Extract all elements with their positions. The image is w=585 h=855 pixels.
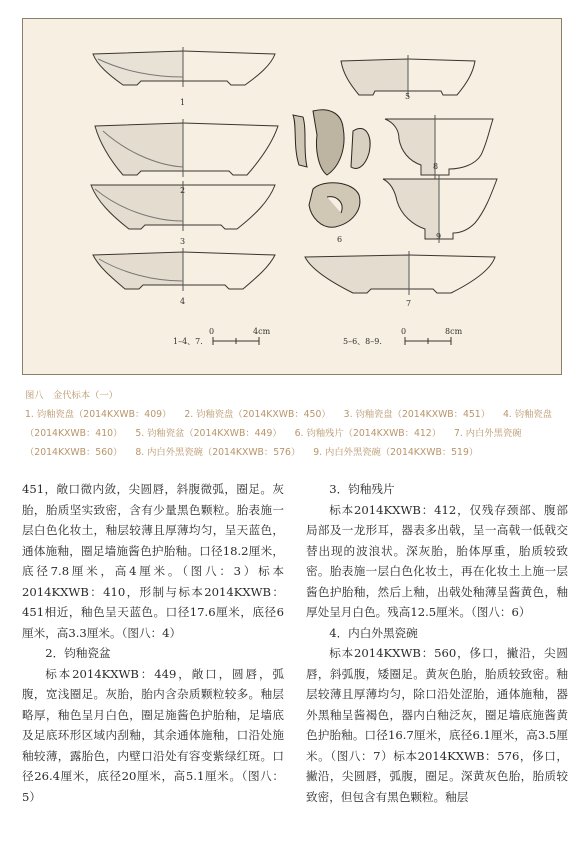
text-column-left [22,479,284,807]
figure-label-4: 4 [180,297,186,306]
figure-caption [25,386,565,462]
figure-drawings [23,19,563,376]
caption-item-7: 7. 内白外黑瓷碗（2014KXWB：560） [25,428,522,458]
caption-item-2: 2. 钧釉瓷盘（2014KXWB：450） [184,409,331,420]
caption-item-1: 1. 钧釉瓷盘（2014KXWB：409） [25,409,172,420]
vessel-drawing-1 [93,47,275,87]
figure-label-2: 2 [180,186,186,195]
section-heading-4: 4．内白外黑瓷碗 [329,625,418,640]
scale-right-zero: 0 [401,327,407,336]
figure-label-1: 1 [180,98,186,107]
section-heading-2: 2．钧釉瓷盆 [45,646,111,660]
scale-left-unit: 4cm [253,327,271,336]
paragraph-right-3: 标本2014KXWB：412，仅残存颈部、腹部局部及一龙形耳，器表多出戟，呈一高戟一低戟交替出现的波浪状。深灰胎，胎体厚重，胎质较致密。胎表施一层白色化妆土，再在化妆土上施一层酱色护胎釉，然后上釉，出戟处釉薄呈酱黄色，釉厚处呈月白色。残高12.5厘米。（图八：6） [306,502,568,619]
caption-item-5: 5. 钧釉瓷盆（2014KXWB：449） [135,428,282,439]
vessel-drawing-7 [305,251,495,295]
figure-label-6: 6 [337,235,343,244]
scale-right-unit: 8cm [445,327,463,336]
section-heading-3: 3．钧釉残片 [329,482,395,496]
vessel-drawing-2 [95,119,278,177]
figure-label-9: 9 [436,232,442,241]
scale-right-caption: 5–6、8–9. [343,337,382,346]
figure-caption-items [25,405,565,462]
paragraph-left-1: 451，敞口微内敛，尖圆唇，斜腹微弧，圈足。灰胎，胎质坚实致密，含有少量黑色颗粒。胎表施一层白色化妆土，釉层较薄且厚薄均匀，呈天蓝色，通体施釉，圈足墙施酱色护胎釉。口径18.2厘米，底径7.8厘米，高4厘米。（图八：3）标本2014KXWB：410，形制与标本2014KXWB：451相近，釉色呈天蓝色。口径17.6厘米，底径6厘米，高3.3厘米。（图八：4） [22,482,284,640]
vessel-drawing-4 [93,248,275,291]
figure-label-7: 7 [406,299,412,308]
caption-item-8: 8. 内白外黑瓷碗（2014KXWB：576） [135,447,301,458]
figure-plate [22,18,562,375]
vessel-drawing-6 [293,110,370,227]
caption-item-6: 6. 钧釉残片（2014KXWB：412） [294,428,441,439]
scale-left-caption: 1–4、7. [173,337,203,346]
scale-left-zero: 0 [209,327,215,336]
figure-label-5: 5 [405,92,411,101]
caption-item-4: 4. 钧釉瓷盘（2014KXWB：410） [25,409,552,439]
paragraph-left-2: 标本2014KXWB：449，敞口，圆唇，弧腹，宽浅圈足。灰胎，胎内含杂质颗粒较多。釉层略厚，釉色呈月白色，圈足施酱色护胎釉，足墙底及足底环形区域内刮釉，其余通体施釉，口沿处施釉较薄，露胎色，内壁口沿处有容变紫绿红斑。口径26.4厘米，底径20厘米，高5.1厘米。（图八：5） [22,666,284,804]
figure-label-3: 3 [180,237,186,246]
scale-bar-left [213,337,259,345]
figure-label-8: 8 [433,162,439,171]
caption-item-9: 9. 内白外黑瓷碗（2014KXWB：519） [313,447,479,458]
paragraph-right-4: 标本2014KXWB：560，侈口，撇沿，尖圆唇，斜弧腹，矮圈足。黄灰色胎，胎质较致密。釉层较薄且厚薄均匀，除口沿处涩胎，通体施釉，器外黑釉呈酱褐色，器内白釉泛灰，圈足墙底施酱黄色护胎釉。口径16.7厘米，底径6.1厘米，高3.5厘米。（图八：7）标本2014KXWB：576，侈口，撇沿，尖圆唇，弧腹，圈足。深黄灰色胎，胎质较致密，但包含有黑色颗粒。釉层 [306,646,568,804]
scale-bar-right [405,337,451,345]
figure-caption-title: 图八 金代标本（一） [25,390,118,401]
text-column-right [306,479,568,807]
vessel-drawing-5 [341,55,475,97]
caption-item-3: 3. 钧釉瓷盘（2014KXWB：451） [343,409,491,420]
vessel-drawing-8 [385,115,493,179]
